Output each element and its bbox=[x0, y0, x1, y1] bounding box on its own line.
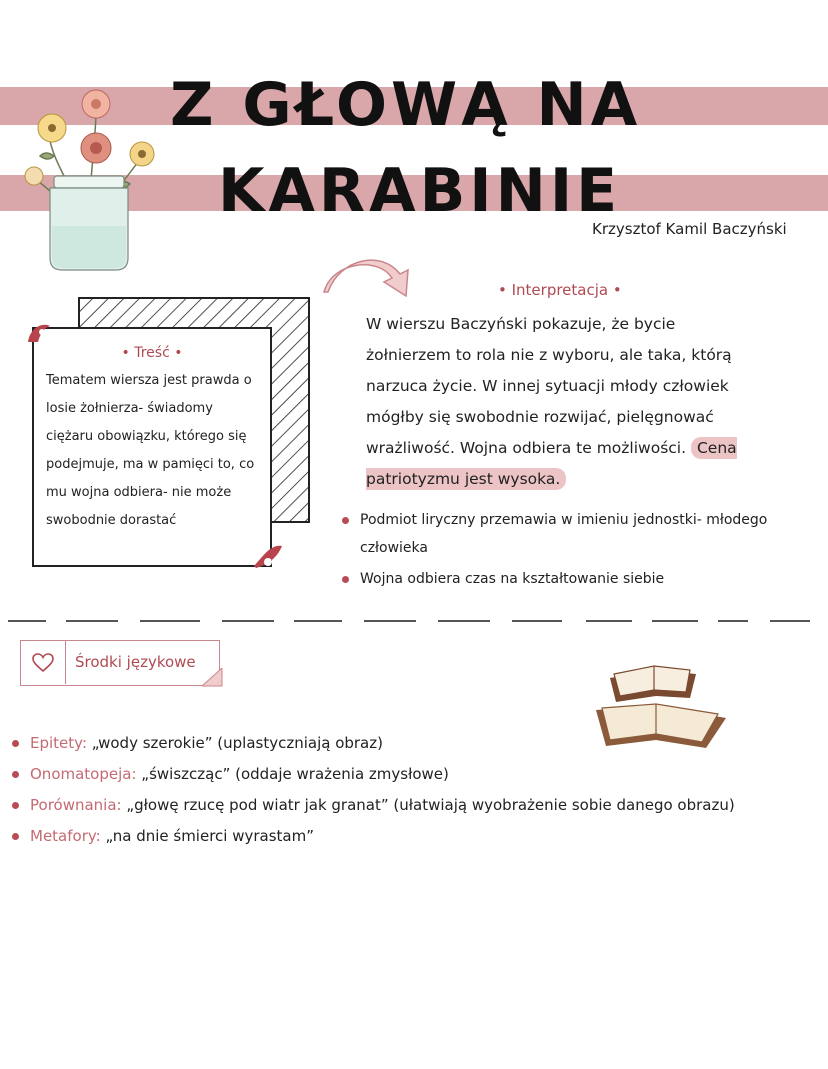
divider bbox=[8, 620, 46, 622]
divider bbox=[586, 620, 632, 622]
interpretacja-title: • Interpretacja • bbox=[498, 281, 622, 299]
divider bbox=[364, 620, 416, 622]
divider bbox=[438, 620, 490, 622]
tresc-title: • Treść • bbox=[121, 345, 183, 361]
interpretacja-bullets bbox=[338, 506, 778, 593]
page-title-line1: Z GŁOWĄ NA bbox=[170, 70, 642, 140]
tresc-text: Tematem wiersza jest prawda o losie żołnierza- świadomy ciężaru obowiązku, którego się podejmuje, ma w pamięci to, co mu wojna odbiera- nie może swobodnie dorastać bbox=[46, 373, 255, 528]
divider bbox=[294, 620, 342, 622]
divider bbox=[222, 620, 274, 622]
interpretacja-body bbox=[366, 309, 742, 495]
divider bbox=[770, 620, 810, 622]
divider bbox=[718, 620, 748, 622]
divider bbox=[512, 620, 562, 622]
author-name: Krzysztof Kamil Baczyński bbox=[592, 220, 787, 238]
bullet-dot-icon bbox=[342, 517, 349, 524]
tresc-card bbox=[32, 327, 272, 567]
interpretacja-text: W wierszu Baczyński pokazuje, że bycie żołnierzem to rola nie z wyboru, ale taka, którą narzuca życie. W innej sytuacji młody człowiek mógłby się swobodnie rozwijać, pielęgnować wrażliwość. Wojna odbiera te możliwości. bbox=[366, 315, 732, 457]
list-item: Onomatopeja: „świszcząc” (oddaje wrażenia zmysłowe) bbox=[10, 759, 810, 790]
flower-jar-illustration bbox=[14, 76, 164, 276]
list-item: Wojna odbiera czas na kształtowanie siebie bbox=[338, 565, 778, 593]
list-item: Epitety: „wody szerokie” (uplastyczniają obraz) bbox=[10, 728, 810, 759]
book-icon bbox=[610, 666, 696, 702]
pin-icon bbox=[250, 540, 286, 572]
flower-icon bbox=[82, 90, 110, 118]
srodki-label-box bbox=[20, 640, 220, 686]
label-corner-fold bbox=[202, 668, 224, 688]
divider bbox=[652, 620, 698, 622]
interpretacja-highlight: Cena patriotyzmu jest wysoka. bbox=[366, 439, 737, 488]
list-item: Podmiot liryczny przemawia w imieniu jednostki- młodego człowieka bbox=[338, 506, 778, 562]
bullet-dot-icon bbox=[12, 833, 19, 840]
pin-icon bbox=[24, 318, 54, 348]
divider bbox=[66, 620, 118, 622]
page-title-line2: KARABINIE bbox=[218, 156, 622, 226]
srodki-label: Środki językowe bbox=[75, 653, 196, 671]
srodki-list bbox=[10, 728, 810, 852]
bullet-dot-icon bbox=[12, 740, 19, 747]
jar-icon bbox=[50, 176, 128, 270]
curved-arrow-icon bbox=[318, 256, 412, 302]
list-item: Porównania: „głowę rzucę pod wiatr jak granat” (ułatwiają wyobrażenie sobie danego obrazu) bbox=[10, 790, 810, 821]
divider bbox=[140, 620, 200, 622]
list-item: Metafory: „na dnie śmierci wyrastam” bbox=[10, 821, 810, 852]
heart-icon bbox=[21, 641, 66, 684]
bullet-dot-icon bbox=[12, 802, 19, 809]
bullet-dot-icon bbox=[12, 771, 19, 778]
bullet-dot-icon bbox=[342, 576, 349, 583]
